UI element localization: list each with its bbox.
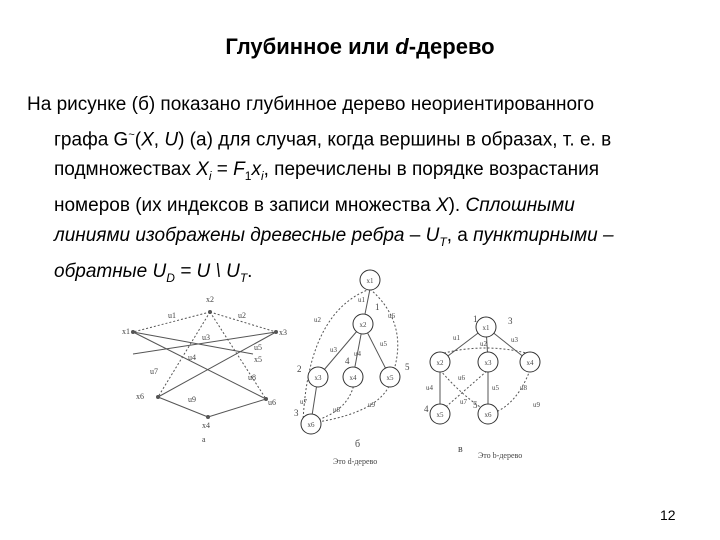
- tree-c-edge-label: u6: [458, 374, 465, 382]
- graph-a-label: x6: [136, 392, 144, 401]
- tree-b-caption: Это d-дерево: [333, 457, 378, 466]
- tree-c-edge-label: u7: [460, 398, 467, 406]
- tree-b-step-number: 2: [297, 364, 302, 374]
- tree-c-edge-label: u5: [492, 384, 499, 392]
- tree-b-edge-label: u1: [358, 296, 365, 304]
- graph-a-label: x2: [206, 295, 214, 304]
- graph-a-label: u5: [254, 343, 262, 352]
- tree-c-edge-label: u8: [520, 384, 527, 392]
- tree-b-node-labels: [308, 277, 395, 429]
- text-line-3: подмножествах $X_i = F_1x_i$, перечислены в порядке возрастания: [54, 159, 599, 184]
- graph-a-label: u6: [268, 398, 276, 407]
- tree-c-panel-letter: в: [458, 444, 463, 455]
- page-number: 12: [660, 507, 676, 523]
- tree-c-step-number: 5: [473, 400, 478, 410]
- text-line-1: На рисунке (б) показано глубинное дерево неориентированного: [27, 94, 595, 115]
- tree-b-node-label: x3: [314, 374, 322, 382]
- tree-c-step-number: 1: [473, 314, 478, 324]
- tree-b-step-number: 3: [294, 408, 299, 418]
- tree-c-node-label: x5: [436, 411, 444, 419]
- tree-c-node-label: x4: [526, 359, 534, 367]
- graph-a-label: u9: [188, 395, 196, 404]
- text-line-5: линиями изображены древесные ребра – $U_T$, а пунктирными –: [54, 225, 614, 249]
- graph-a-label: x4: [202, 421, 210, 430]
- tree-b-edge-label: u8: [333, 406, 340, 414]
- tree-b-edge-label: u9: [368, 401, 375, 409]
- graph-a-panel-letter: а: [202, 435, 206, 444]
- tree-b-node-label: x1: [366, 277, 374, 285]
- tree-b-edge-label: u6: [388, 312, 395, 320]
- tree-b-step-number: 4: [345, 356, 350, 366]
- graph-figure: [118, 262, 568, 477]
- tree-b-edge-label: u4: [354, 350, 361, 358]
- tree-c-step-number: 4: [424, 404, 429, 414]
- tree-c-edge-label: u9: [533, 401, 540, 409]
- graph-a-label: x5: [254, 355, 262, 364]
- tree-c-node-label: x1: [482, 324, 490, 332]
- page-title: Глубинное или d-дерево: [225, 34, 495, 59]
- tree-c-node-label: x2: [436, 359, 444, 367]
- graph-a-labels: [122, 295, 287, 444]
- text-line-6: обратные $U_D = U$ \ $U_T$.: [54, 260, 253, 285]
- graph-a-label: u4: [188, 353, 196, 362]
- tree-b: [294, 270, 410, 466]
- tree-c-node-label: x3: [484, 359, 492, 367]
- tree-b-edge-label: u7: [300, 398, 307, 406]
- tree-c-node-label: x6: [484, 411, 492, 419]
- graph-a-label: u8: [248, 373, 256, 382]
- text-line-2: графа G~(X, U) (а) для случая, когда вершины в образах, т. е. в: [54, 129, 612, 151]
- tree-c: [424, 314, 541, 460]
- tree-c-step-number: 3: [508, 316, 513, 326]
- graph-a-label: x1: [122, 327, 130, 336]
- tree-b-edge-label: u3: [330, 346, 337, 354]
- tree-c-nodes: [430, 317, 540, 424]
- tree-b-node-label: x6: [307, 421, 315, 429]
- tree-b-node-label: x2: [359, 321, 367, 329]
- text-line-4: номеров (их индексов в записи множества X). Сплошными: [54, 195, 575, 217]
- tree-b-panel-letter: б: [355, 439, 361, 450]
- tree-c-edge-label: u4: [426, 384, 433, 392]
- tree-b-edges: [303, 289, 398, 422]
- graph-a-label: u1: [168, 311, 176, 320]
- tree-c-edge-label: u2: [480, 340, 487, 348]
- graph-a-label: u3: [202, 333, 210, 342]
- tree-c-edge-label: u3: [511, 336, 518, 344]
- tree-b-step-number: 1: [375, 302, 380, 312]
- tree-b-node-label: x4: [349, 374, 357, 382]
- tree-c-caption: Это b-дерево: [478, 451, 523, 460]
- tree-b-node-label: x5: [386, 374, 394, 382]
- graph-a-edges: [133, 312, 276, 417]
- tree-c-edge-label: u1: [453, 334, 460, 342]
- tree-b-edge-label: u2: [314, 316, 321, 324]
- graph-a-label: u2: [238, 311, 246, 320]
- graph-a: [131, 310, 278, 419]
- graph-a-label: x3: [279, 328, 287, 337]
- tree-b-step-number: 5: [405, 362, 410, 372]
- tree-b-edge-label: u5: [380, 340, 387, 348]
- tree-b-nodes: [301, 270, 400, 434]
- graph-a-label: u7: [150, 367, 158, 376]
